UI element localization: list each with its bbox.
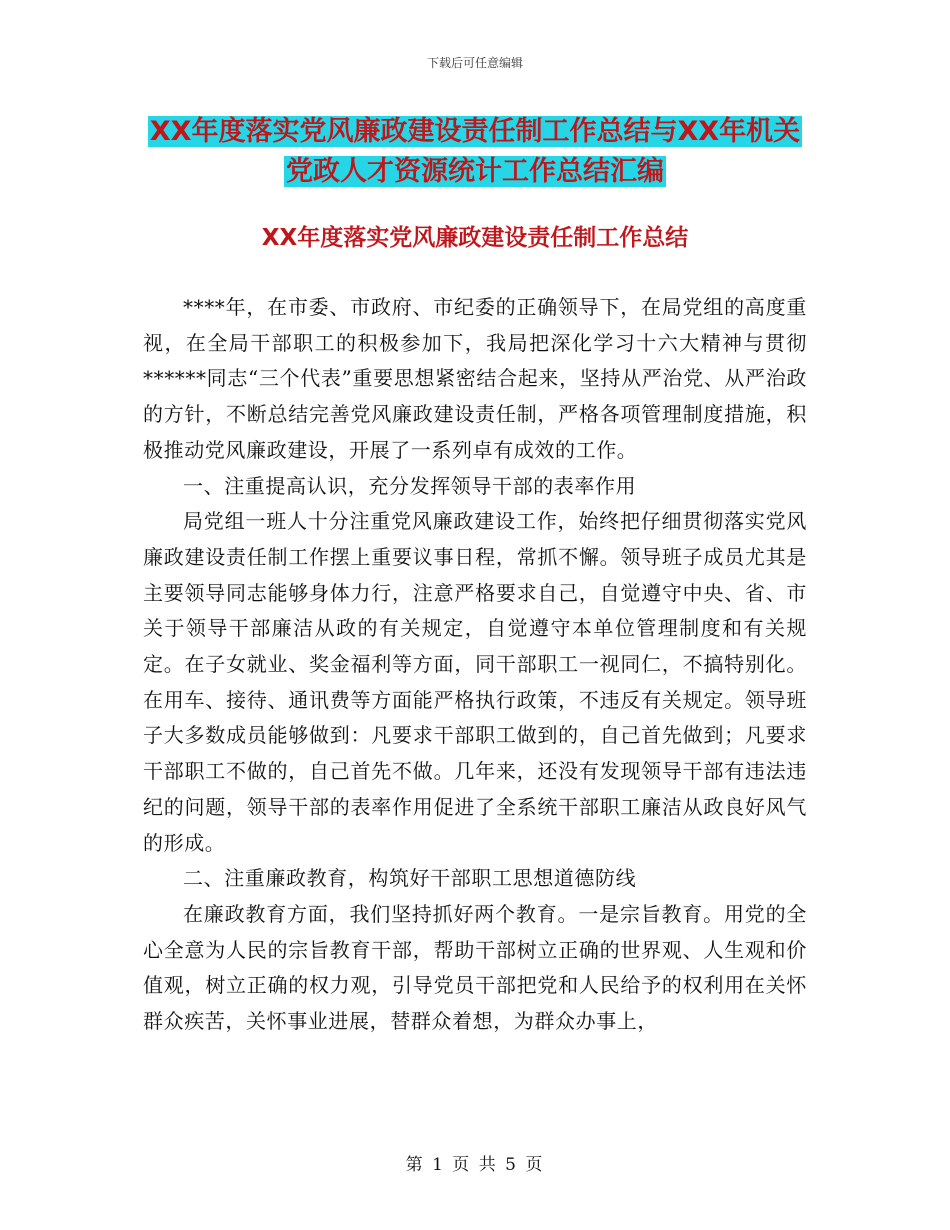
header-note: 下载后可任意编辑 <box>426 56 523 70</box>
page-footer: 第 1 页 共 5 页 <box>405 1155 545 1175</box>
main-title-line-2-text: 党政人才资源统计工作总结汇编 <box>286 156 664 187</box>
section-heading-2: 二、注重廉政教育，构筑好干部职工思想道德防线 <box>183 866 637 891</box>
paragraph: 局党组一班人十分注重党风廉政建设工作，始终把仔细贯彻落实党风廉政建设责任制工作摆上重要议事日程，常抓不懈。领导班子成员尤其是主要领导同志能够身体力行，注意严格要求自己，自觉遵守中央、省、市关于领导干部廉洁从政的有关规定，自觉遵守本单位管理制度和有关规定。在子女就业、奖金福利等方面，同干部职工一视同仁，不搞特别化。在用车、接待、通讯费等方面能严格执行政策，不违反有关规定。领导班子大多数成员能够做到：凡要求干部职工做到的，自己首先做到；凡要求干部职工不做的，自己首先不做。几年来，还没有发现领导干部有违法违纪的问题，领导干部的表率作用促进了全系统干部职工廉洁从政良好风气的形成。 <box>143 509 807 855</box>
document-main-title <box>0 112 950 192</box>
document-body <box>143 290 807 1040</box>
section-title: XX年度落实党风廉政建设责任制工作总结 <box>261 225 689 251</box>
paragraph: ****年，在市委、市政府、市纪委的正确领导下，在局党组的高度重视，在全局干部职工的积极参加下，我局把深化学习十六大精神与贯彻******同志“三个代表”重要思想紧密结合起来，坚持从严治党、从严治政的方针，不断总结完善党风廉政建设责任制，严格各项管理制度措施，积极推动党风廉政建设，开展了一系列卓有成效的工作。 <box>143 295 807 462</box>
main-title-line-2 <box>0 152 950 192</box>
main-title-line-1-text: XX年度落实党风廉政建设责任制工作总结与XX年机关 <box>149 116 801 147</box>
paragraph: 在廉政教育方面，我们坚持抓好两个教育。一是宗旨教育。用党的全心全意为人民的宗旨教育干部，帮助干部树立正确的世界观、人生观和价值观，树立正确的权力观，引导党员干部把党和人民给予的权利用在关怀群众疾苦，关怀事业进展，替群众着想，为群众办事上， <box>143 901 807 1034</box>
section-heading-1: 一、注重提高认识，充分发挥领导干部的表率作用 <box>183 473 637 498</box>
main-title-line-1 <box>0 112 950 152</box>
